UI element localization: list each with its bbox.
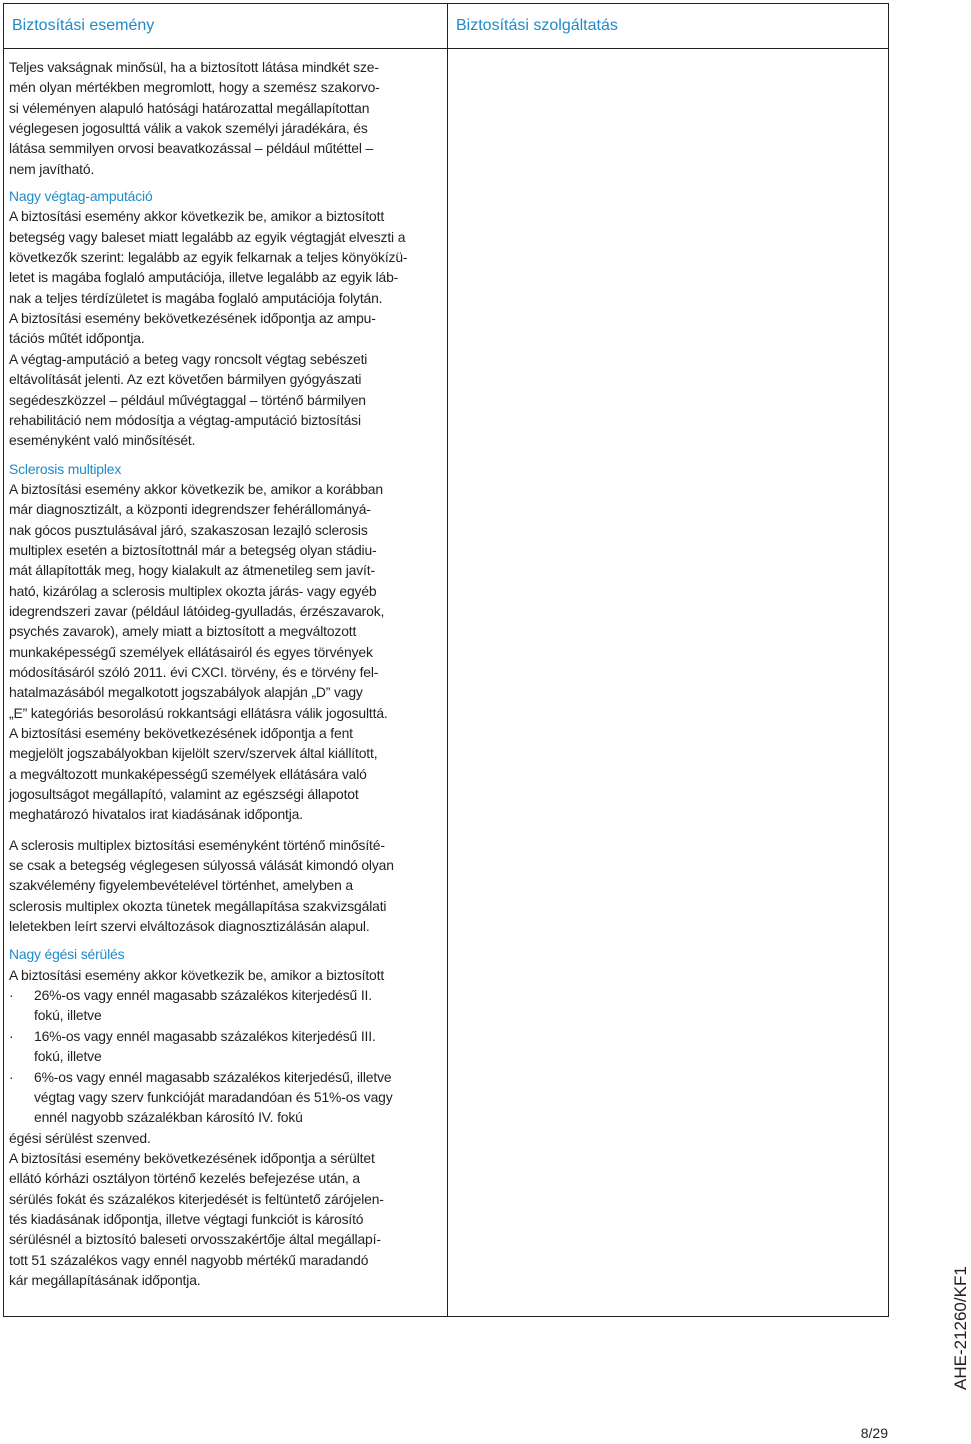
text-line: tációs műtét időpontja. — [9, 330, 145, 347]
bullet-marker: · — [9, 1068, 14, 1085]
text-line: nak gócos pusztulásával járó, szakaszosan lezajló sclerosis — [9, 521, 368, 538]
text-line: véglegesen jogosulttá válik a vakok személyi járadékára, és — [9, 120, 368, 137]
section-heading-sclerosis: Sclerosis multiplex — [9, 460, 122, 477]
text-line: jogosultságot megállapító, valamint az egészségi állapotot — [9, 786, 359, 803]
text-line: tés kiadásának időpontja, illetve végtagi funkciót is károsító — [9, 1210, 364, 1227]
column-divider — [447, 4, 448, 1316]
text-line: rehabilitáció nem módosítja a végtag-amputáció biztosítási — [9, 411, 361, 428]
page-number: 8/29 — [860, 1425, 888, 1441]
header-right-title: Biztosítási szolgáltatás — [456, 17, 618, 34]
burn-bullet-list — [9, 985, 437, 1127]
text-line: nak a teljes térdízületet is magába foglaló amputációja folytán. — [9, 289, 383, 306]
text-line: végtag vagy szerv funkcióját maradandóan és 51%-os vagy — [34, 1088, 393, 1105]
list-item — [9, 1067, 437, 1128]
text-line: A sclerosis multiplex biztosítási eseményként történő minősíté- — [9, 836, 385, 853]
text-line: eseményként való minősítését. — [9, 432, 196, 449]
text-line: psychés zavarok), amely miatt a biztosított a megváltozott — [9, 623, 357, 640]
text-line: tott 51 százalékos vagy ennél nagyobb mértékű maradandó — [9, 1251, 369, 1268]
text-line: se csak a betegség véglegesen súlyossá válását kimondó olyan — [9, 857, 394, 874]
text-line: si véleményen alapuló hatósági határozattal megállapítottan — [9, 99, 370, 116]
text-line: idegrendszeri zavar (például látóideg-gyulladás, érzészavarok, — [9, 602, 385, 619]
bullet-marker: · — [9, 987, 14, 1004]
text-line: a megváltozott munkaképességű személyek ellátására való — [9, 765, 367, 782]
sclerosis-paragraph — [9, 479, 437, 825]
text-line: következők szerint: legalább az egyik felkarnak a teljes könyökízü- — [9, 249, 408, 266]
text-line: nem javítható. — [9, 160, 95, 177]
text-line: letet is magába foglaló amputációja, illetve legalább az egyik láb- — [9, 269, 399, 286]
header-left-title: Biztosítási esemény — [12, 17, 155, 34]
text-line: sclerosis multiplex okozta tünetek megállapítása szakvizsgálati — [9, 897, 387, 914]
text-line: 6%-os vagy ennél magasabb százalékos kiterjedésű, illetve — [34, 1068, 392, 1085]
text-line: eltávolítását jelenti. Az ezt követően bármilyen gyógyászati — [9, 371, 362, 388]
text-line: A biztosítási esemény akkor következik be, amikor a korábban — [9, 480, 383, 497]
text-line: meghatározó hivatalos irat kiadásának időpontja. — [9, 806, 303, 823]
burn-intro: A biztosítási esemény akkor következik be, amikor a biztosított — [9, 966, 385, 983]
text-line: ható, kizárólag a sclerosis multiplex okozta járás- vagy egyéb — [9, 582, 377, 599]
text-line: szakvélemény figyelembevételével történhet, amelyben a — [9, 877, 353, 894]
text-line: módosításáról szóló 2011. évi CXCI. törvény, és e törvény fel- — [9, 663, 379, 680]
section-heading-burn: Nagy égési sérülés — [9, 946, 125, 963]
amputation-paragraph — [9, 206, 437, 450]
text-line: égési sérülést szenved. — [9, 1129, 151, 1146]
document-code: AHE-21260/KF1 — [951, 1266, 970, 1390]
text-line: mén olyan mértékben megromlott, hogy a szemész szakorvo- — [9, 79, 380, 96]
text-line: „E” kategóriás besorolású rokkantsági ellátásra válik jogosulttá. — [9, 704, 388, 721]
text-line: leletekben leírt szervi elváltozások diagnosztizálásán alapul. — [9, 918, 370, 935]
text-line: munkaképességű személyek ellátásairól és egyes törvények — [9, 643, 373, 660]
intro-paragraph — [9, 57, 437, 179]
section-heading-amputation: Nagy végtag-amputáció — [9, 188, 153, 205]
text-line: fokú, illetve — [34, 1048, 102, 1065]
text-line: már diagnosztizált, a központi idegrendszer fehérállományá- — [9, 501, 371, 518]
text-line: megjelölt jogszabályokban kijelölt szerv/szervek által kiállított, — [9, 745, 378, 762]
header-divider — [4, 48, 888, 49]
text-line: ellátó kórházi osztályon történő kezelés befejezése után, a — [9, 1170, 360, 1187]
left-column-text — [9, 57, 437, 1290]
text-line: kár megállapításának időpontja. — [9, 1271, 201, 1288]
text-line: mát állapították meg, hogy kialakult az átmenetileg sem javít- — [9, 562, 375, 579]
list-item — [9, 985, 437, 1026]
text-line: ennél nagyobb százalékban károsító IV. fokú — [34, 1109, 303, 1126]
text-line: sérülés fokát és százalékos kiterjedését is feltüntető zárójelen- — [9, 1190, 384, 1207]
text-line: Teljes vakságnak minősül, ha a biztosított látása mindkét sze- — [9, 59, 379, 75]
text-line: A végtag-amputáció a beteg vagy roncsolt végtag sebészeti — [9, 350, 368, 367]
text-line: hatalmazásából megalkotott jogszabályok alapján „D” vagy — [9, 684, 363, 701]
text-line: fokú, illetve — [34, 1007, 102, 1024]
text-line: segédeszközzel – például művégtaggal – történő bármilyen — [9, 391, 366, 408]
text-line: A biztosítási esemény akkor következik be, amikor a biztosított — [9, 208, 385, 225]
text-line: A biztosítási esemény bekövetkezésének időpontja a sérültet — [9, 1149, 375, 1166]
bullet-marker: · — [9, 1027, 14, 1044]
text-line: multiplex esetén a biztosítottnál már a betegség olyan stádiu- — [9, 541, 377, 558]
sclerosis-paragraph-2 — [9, 835, 437, 937]
paragraph-gap — [9, 825, 437, 835]
text-line: A biztosítási esemény bekövetkezésének időpontja a fent — [9, 725, 353, 741]
text-line: betegség vagy baleset miatt legalább az egyik végtagját elveszti a — [9, 228, 406, 245]
list-item — [9, 1026, 437, 1067]
text-line: látása semmilyen orvosi beavatkozással – például műtéttel – — [9, 140, 374, 157]
text-line: sérülésnél a biztosító baleseti orvosszakértője által megállapí- — [9, 1231, 381, 1248]
text-line: 16%-os vagy ennél magasabb százalékos kiterjedésű III. — [34, 1027, 376, 1044]
text-line: 26%-os vagy ennél magasabb százalékos kiterjedésű II. — [34, 987, 372, 1004]
burn-paragraph — [9, 1128, 437, 1291]
text-line: A biztosítási esemény bekövetkezésének időpontja az ampu- — [9, 310, 376, 327]
